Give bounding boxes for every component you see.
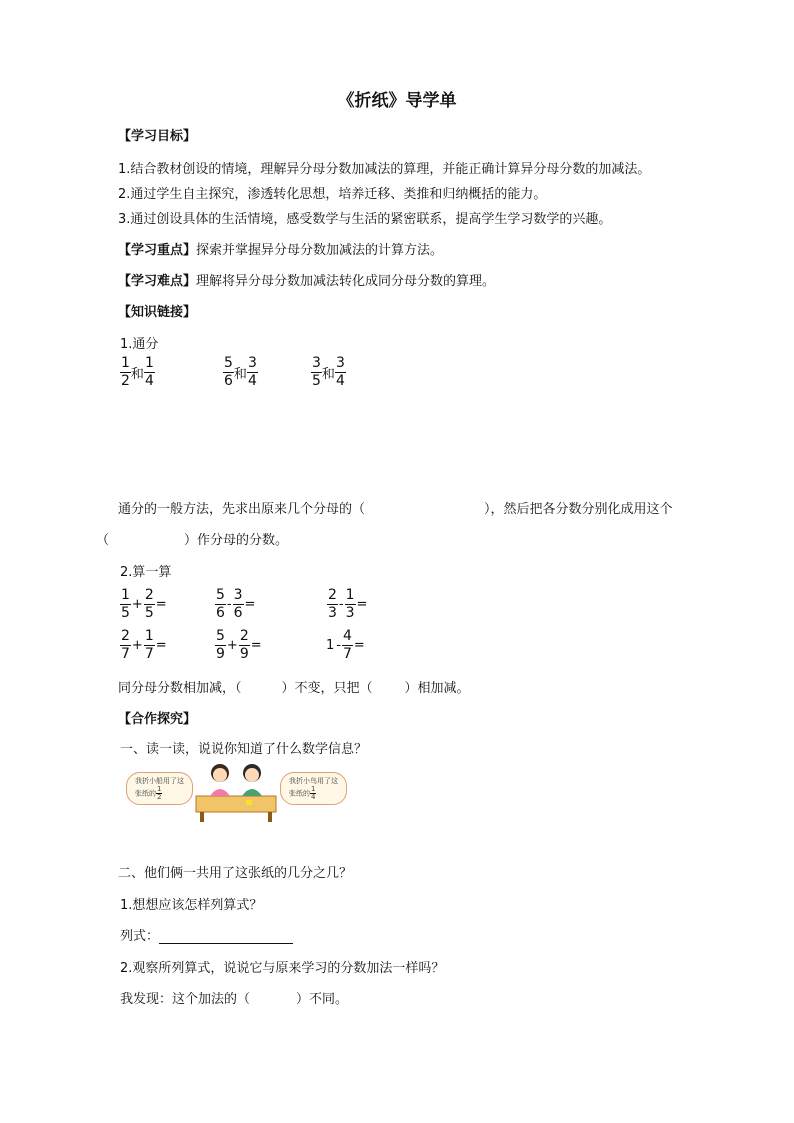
page-title: 《折纸》导学单 xyxy=(337,91,457,111)
question-2-2: 2.观察所列算式，说说它与原来学习的分数加法一样吗？ xyxy=(120,961,445,976)
formula-blank[interactable] xyxy=(159,929,293,944)
focus-heading: 【学习重点】 xyxy=(118,243,197,258)
calc-item: $\frac{2}{3}$ - $\frac{1}{3}$ = xyxy=(328,587,368,621)
calc-item: $\frac{1}{5}$ + $\frac{2}{5}$ = xyxy=(121,587,167,621)
fraction: $\frac{2}{5}$ xyxy=(144,587,154,621)
fraction: $\frac{3}{5}$ xyxy=(312,355,321,389)
fraction: $\frac{1}{4}$ xyxy=(144,355,154,389)
calc-item: $\frac{5}{9}$ + $\frac{2}{9}$ = xyxy=(216,628,262,662)
speech-bubble-right: 我折小鸟用了这 张纸的 $\frac{1}{4}$ xyxy=(280,772,347,805)
goal-item-1: 1.结合教材创设的情境，理解异分母分数加减法的算理，并能正确计算异分母分数的加减法。 xyxy=(118,162,651,177)
calc-item: 1 - $\frac{4}{7}$ = xyxy=(326,628,365,662)
focus-line xyxy=(118,239,443,258)
question-2-1: 1.想想应该怎样列算式？ xyxy=(120,898,263,913)
method-line-1-right: ），然后把各分数分别化成用这个 xyxy=(484,502,673,517)
calc-item: $\frac{5}{6}$ - $\frac{3}{6}$ = xyxy=(216,587,256,621)
rule-line: 同分母分数相加减，（ ）不变，只把（ ）相加减。 xyxy=(118,681,470,696)
section-tongfen: 1.通分 xyxy=(120,337,159,352)
and-label: 和 xyxy=(130,367,144,382)
pair-3 xyxy=(311,355,346,390)
and-label: 和 xyxy=(233,367,247,382)
finding-line: 我发现：这个加法的（ ）不同。 xyxy=(120,992,349,1007)
fraction: $\frac{5}{6}$ xyxy=(224,355,233,389)
difficulty-text: 理解将异分母分数加减法转化成同分母分数的算理。 xyxy=(196,274,496,289)
fraction: $\frac{2}{7}$ xyxy=(121,628,130,662)
difficulty-line xyxy=(118,270,495,289)
pair-1 xyxy=(120,355,155,390)
fraction: $\frac{5}{6}$ xyxy=(216,587,225,621)
formula-line xyxy=(120,925,293,944)
fraction: $\frac{3}{4}$ xyxy=(335,355,345,389)
fraction: $\frac{1}{5}$ xyxy=(121,587,130,621)
goal-item-3: 3.通过创设具体的生活情境，感受数学与生活的紧密联系，提高学生学习数学的兴趣。 xyxy=(118,212,612,227)
method-line-2-left: （ xyxy=(96,533,110,548)
fraction: $\frac{5}{9}$ xyxy=(216,628,225,662)
calc-item: $\frac{2}{7}$ + $\frac{1}{7}$ = xyxy=(121,628,167,662)
difficulty-heading: 【学习难点】 xyxy=(118,274,197,289)
and-label: 和 xyxy=(321,367,335,382)
focus-text: 探索并掌握异分母分数加减法的计算方法。 xyxy=(196,243,444,258)
fraction: $\frac{1}{2}$ xyxy=(121,355,130,389)
method-line-1-left: 通分的一般方法，先求出原来几个分母的（ xyxy=(118,502,366,517)
fraction: $\frac{3}{4}$ xyxy=(247,355,257,389)
fraction: $\frac{4}{7}$ xyxy=(342,628,352,662)
fraction: $\frac{3}{6}$ xyxy=(233,587,243,621)
fraction: $\frac{1}{3}$ xyxy=(345,587,355,621)
pair-2 xyxy=(223,355,258,390)
fraction: $\frac{1}{7}$ xyxy=(144,628,154,662)
goal-item-2: 2.通过学生自主探究，渗透转化思想，培养迁移、类推和归纳概括的能力。 xyxy=(118,187,547,202)
fraction: $\frac{2}{3}$ xyxy=(328,587,337,621)
question-1: 一、读一读，说说你知道了什么数学信息？ xyxy=(120,742,368,757)
speech-bubble-left: 我折小船用了这 张纸的 $\frac{1}{2}$ xyxy=(126,772,193,805)
illustration xyxy=(120,760,352,822)
question-2: 二、他们俩一共用了这张纸的几分之几？ xyxy=(118,866,353,881)
formula-label: 列式： xyxy=(120,929,160,944)
goals-heading: 【学习目标】 xyxy=(118,129,197,144)
link-heading: 【知识链接】 xyxy=(118,305,197,320)
children-icon xyxy=(194,760,278,822)
fraction: $\frac{2}{9}$ xyxy=(239,628,249,662)
method-line-2-right: ）作分母的分数。 xyxy=(184,533,289,548)
section-calc: 2.算一算 xyxy=(120,565,172,580)
explore-heading: 【合作探究】 xyxy=(118,712,197,727)
